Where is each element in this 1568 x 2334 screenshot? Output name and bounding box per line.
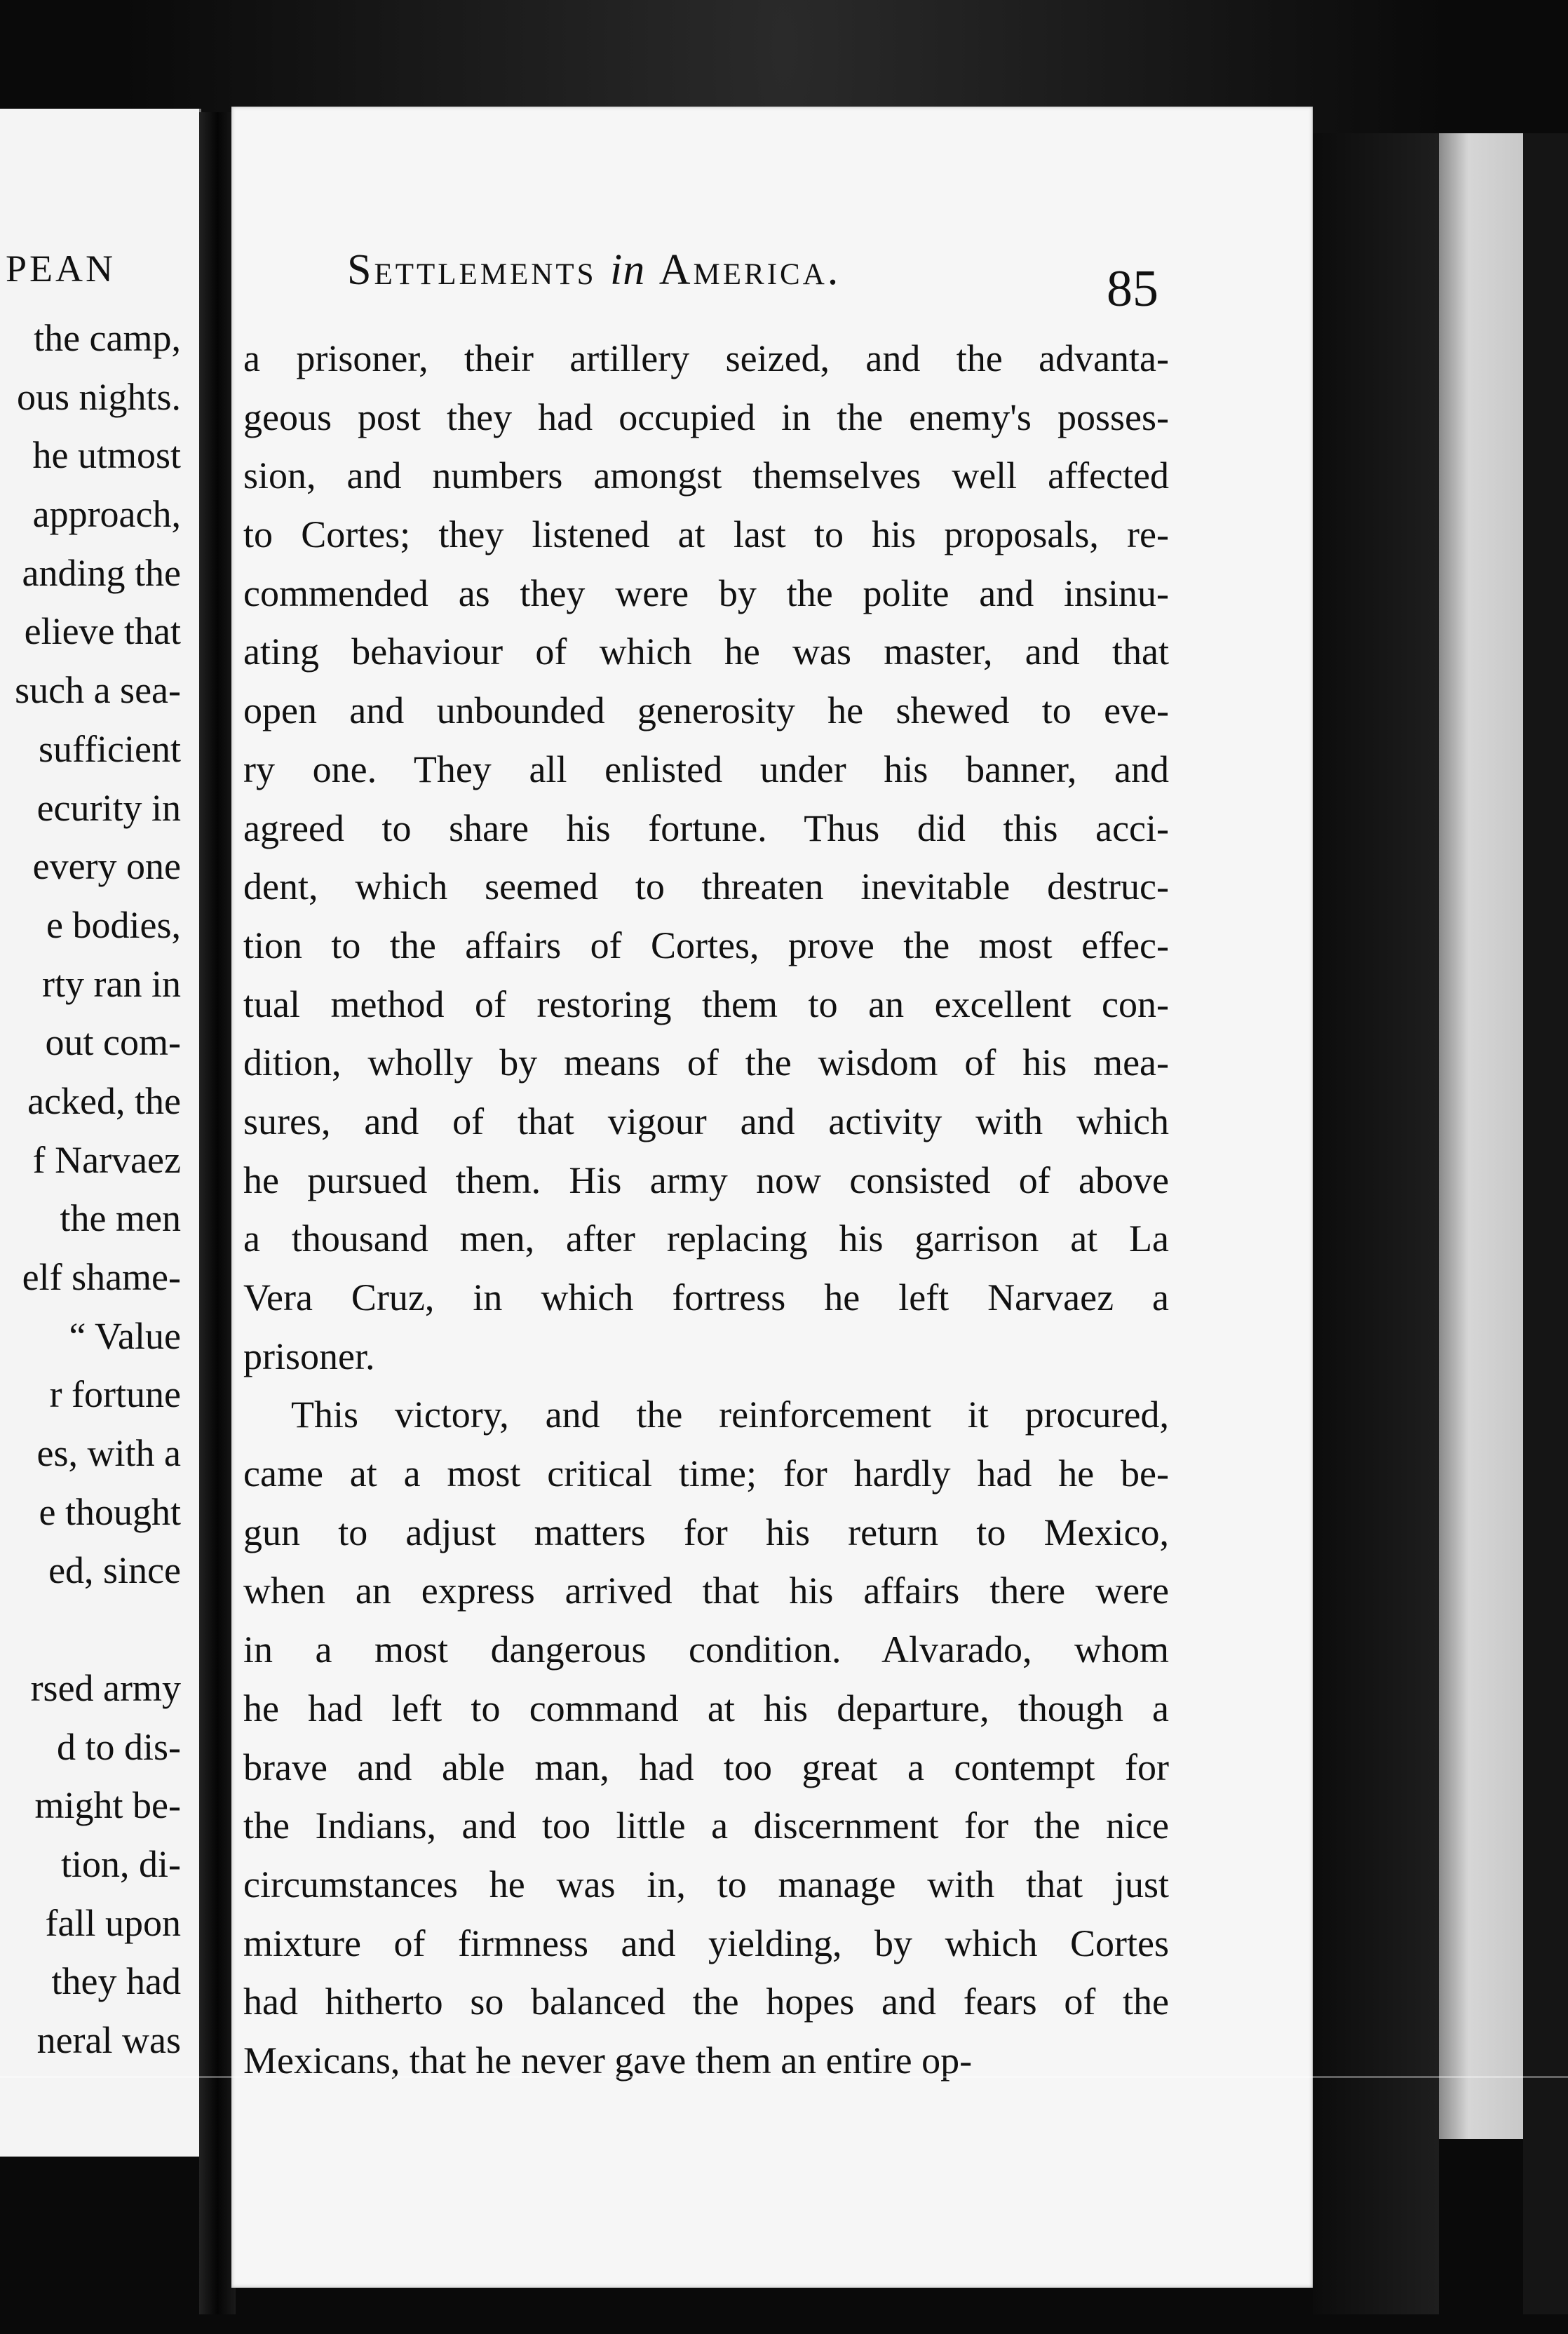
- running-head-america: America.: [658, 246, 842, 294]
- text-line: he had left to command at his departure, though a: [243, 1687, 1169, 1729]
- left-text-line: out com-: [45, 1021, 181, 1064]
- left-text-line: elf shame-: [22, 1256, 181, 1298]
- text-line: in a most dangerous condition. Alvarado, whom: [243, 1628, 1169, 1671]
- left-text-line: such a sea-: [15, 669, 181, 712]
- left-text-line: neral was: [36, 2018, 181, 2061]
- left-text-line: might be-: [34, 1784, 181, 1827]
- text-line: Mexicans, that he never gave them an entire op-: [243, 2039, 973, 2082]
- text-line: a prisoner, their artillery seized, and the advanta-: [243, 337, 1169, 379]
- left-text-line: elieve that: [24, 610, 181, 653]
- text-line: Vera Cruz, in which fortress he left Narvaez a: [243, 1276, 1169, 1318]
- text-line: dition, wholly by means of the wisdom of his mea-: [243, 1041, 1169, 1084]
- text-line: ry one. They all enlisted under his banner, and: [243, 748, 1169, 790]
- left-text-line: every one: [32, 845, 181, 888]
- running-head-settlements: Settlements: [347, 246, 597, 294]
- text-line: This victory, and the reinforcement it procured,: [291, 1394, 1169, 1436]
- running-head-in: in: [610, 246, 646, 294]
- text-line: geous post they had occupied in the enemy's posses-: [243, 396, 1169, 438]
- text-line: tual method of restoring them to an excellent con-: [243, 983, 1169, 1025]
- text-line: gun to adjust matters for his return to Mexico,: [243, 1511, 1169, 1553]
- running-head: [347, 245, 1189, 295]
- text-line: ating behaviour of which he was master, and that: [243, 630, 1169, 673]
- left-running-head: PEAN: [6, 248, 116, 290]
- text-line: agreed to share his fortune. Thus did this acci-: [243, 807, 1169, 849]
- left-text-line: approach,: [32, 493, 181, 536]
- left-text-line: e thought: [39, 1490, 181, 1533]
- text-line: circumstances he was in, to manage with that just: [243, 1863, 1169, 1905]
- left-text-line: sufficient: [39, 727, 181, 770]
- left-text-line: the camp,: [34, 317, 181, 359]
- scan-artifact-line: [0, 2076, 1568, 2078]
- left-page-text: [0, 309, 181, 2070]
- left-text-line: [0, 1600, 181, 1659]
- book-gutter: [199, 112, 236, 2314]
- text-line: dent, which seemed to threaten inevitable destruc-: [243, 865, 1169, 908]
- left-text-line: they had: [51, 1960, 181, 2003]
- left-text-line: rty ran in: [42, 962, 181, 1005]
- left-text-line: ed, since: [48, 1549, 181, 1592]
- left-text-line: tion, di-: [61, 1842, 181, 1885]
- text-line: sures, and of that vigour and activity with which: [243, 1100, 1169, 1142]
- left-text-line: acked, the: [27, 1079, 181, 1122]
- text-line: had hitherto so balanced the hopes and fears of the: [243, 1981, 1169, 2023]
- text-line: the Indians, and too little a discernment for the nice: [243, 1805, 1169, 1847]
- text-line: prisoner.: [243, 1335, 375, 1377]
- text-line: open and unbounded generosity he shewed to eve-: [243, 689, 1169, 732]
- text-line: a thousand men, after replacing his garrison at La: [243, 1217, 1169, 1260]
- left-text-line: r fortune: [49, 1373, 181, 1416]
- left-text-line: d to dis-: [56, 1725, 181, 1768]
- left-text-line: rsed army: [30, 1666, 181, 1709]
- left-text-line: fall upon: [45, 1901, 181, 1944]
- left-text-line: “ Value: [69, 1314, 181, 1357]
- scan-edge: [1523, 133, 1568, 2314]
- text-line: when an express arrived that his affairs there were: [243, 1570, 1169, 1612]
- left-text-line: the men: [60, 1197, 181, 1240]
- left-text-line: he utmost: [32, 434, 181, 477]
- text-line: sion, and numbers amongst themselves well affected: [243, 454, 1169, 497]
- text-line: mixture of firmness and yielding, by which Cortes: [243, 1922, 1169, 1964]
- text-line: to Cortes; they listened at last to his proposals, re-: [243, 513, 1169, 556]
- page-number: 85: [1107, 260, 1158, 318]
- left-text-line: e bodies,: [46, 903, 181, 946]
- body-text: [243, 330, 1169, 2091]
- page-edge-light: [1439, 133, 1523, 2139]
- left-text-line: f Narvaez: [32, 1138, 181, 1181]
- text-line: commended as they were by the polite and insinu-: [243, 572, 1169, 614]
- left-text-line: es, with a: [36, 1432, 181, 1475]
- text-line: brave and able man, had too great a contempt for: [243, 1746, 1169, 1788]
- left-text-line: ecurity in: [36, 786, 181, 829]
- page-edge-shadow: [1313, 133, 1439, 2314]
- left-text-line: ous nights.: [16, 375, 181, 418]
- text-line: he pursued them. His army now consisted of above: [243, 1159, 1169, 1201]
- text-line: came at a most critical time; for hardly had he be-: [243, 1452, 1169, 1495]
- text-line: tion to the affairs of Cortes, prove the most effec-: [243, 924, 1169, 966]
- left-text-line: anding the: [22, 551, 181, 594]
